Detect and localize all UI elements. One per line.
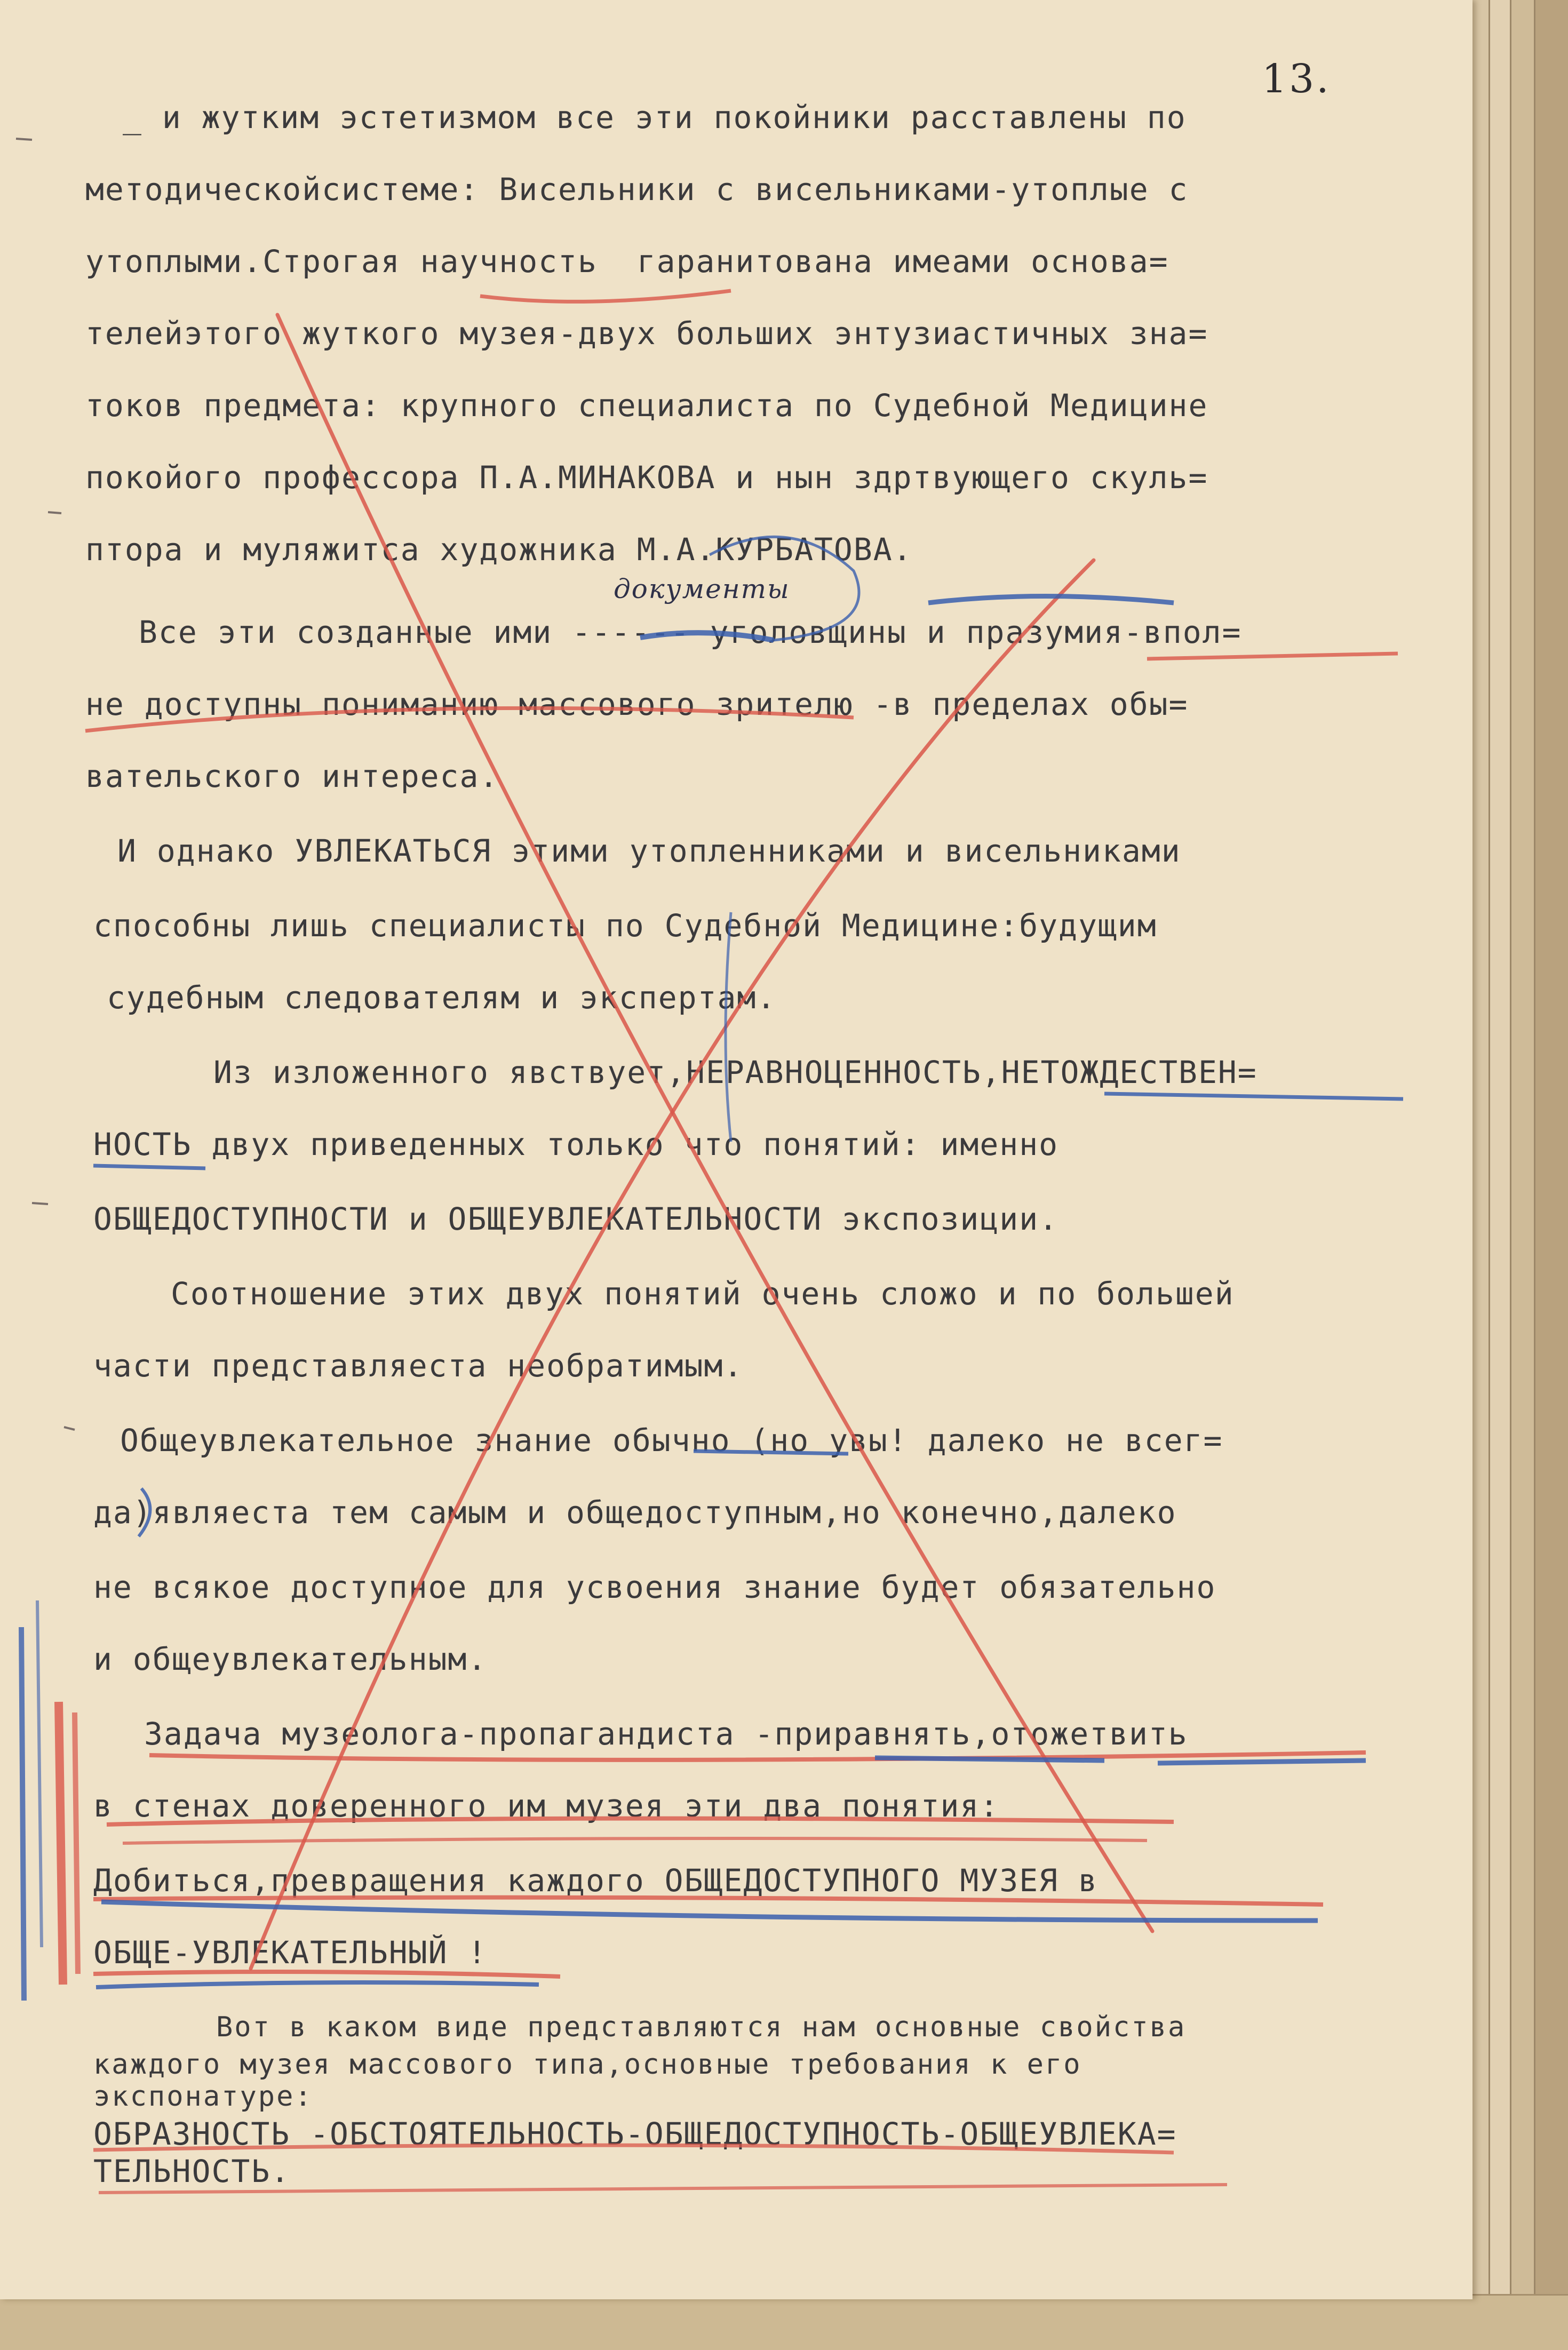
text-line: в стенах доверенного им музея эти два понятия:	[93, 1788, 1000, 1824]
text-line: ОБЩЕ-УВЛЕКАТЕЛЬНЫЙ !	[93, 1934, 488, 1971]
text-line: Соотношение этих двух понятий очень сложо и по большей	[171, 1276, 1235, 1312]
text-line: ОБРАЗНОСТЬ -ОБСТОЯТЕЛЬНОСТЬ-ОБЩЕДОСТУПНОСТЬ-ОБЩЕУВЛЕКА=	[93, 2116, 1177, 2152]
text-line: не доступны пониманию массового зрителю -в пределах обы=	[85, 686, 1189, 722]
text-line: покойого профессора П.А.МИНАКОВА и нын здртвующего скуль=	[85, 459, 1208, 496]
text-line: не всякое доступное для усвоения знание будет обязательно	[93, 1569, 1216, 1605]
blue-underline	[1104, 1094, 1403, 1099]
text-line: ОБЩЕДОСТУПНОСТИ и ОБЩЕУВЛЕКАТЕЛЬНОСТИ экспозиции.	[93, 1201, 1059, 1237]
text-line: способны лишь специалисты по Судебной Медицине:будущим	[93, 907, 1157, 944]
text-line: телейэтого жуткого музея-двух больших энтузиастичных зна=	[85, 315, 1208, 352]
text-line: Все эти созданные ими ------ уголовщины и празумия-впол=	[139, 614, 1242, 650]
page-number: 13.	[1262, 56, 1331, 102]
blue-underline	[101, 1902, 1318, 1921]
text-line: И однако УВЛЕКАТЬСЯ этими утопленниками и висельниками	[117, 833, 1181, 869]
margin-mark	[64, 1427, 75, 1430]
blue-underline	[875, 1758, 1104, 1760]
blue-underline	[1158, 1760, 1366, 1763]
text-line: Добиться,превращения каждого ОБЩЕДОСТУПНОГО МУЗЕЯ в	[93, 1862, 1098, 1899]
text-line: части представляеста необратимым.	[93, 1348, 744, 1384]
text-line: методическойсистеме: Висельники с висельниками-утоплые с	[85, 171, 1189, 208]
margin-mark	[32, 1203, 48, 1204]
text-line: Вот в каком виде представляются нам основные свойства	[216, 2011, 1187, 2043]
red-underline	[480, 291, 731, 301]
text-line: вательского интереса.	[85, 758, 499, 794]
page-stack-edge	[1534, 0, 1568, 2350]
text-line: ТЕЛЬНОСТЬ.	[93, 2153, 291, 2189]
red-underline	[93, 1972, 560, 1977]
blue-underline	[96, 1982, 539, 1987]
text-line: утоплыми.Строгая научность гаранитована имеами основа=	[85, 243, 1169, 280]
page-stack-bottom	[0, 2294, 1568, 2350]
red-margin-bar	[75, 1712, 78, 1974]
text-line: птора и муляжитса художника М.А.КУРБАТОВА.	[85, 531, 913, 568]
text-line: Задача музеолога-пропагандиста -приравнять,отожетвить	[144, 1716, 1188, 1752]
blue-strikethrough	[928, 596, 1174, 603]
margin-mark	[48, 512, 61, 513]
red-underline	[149, 1752, 1366, 1760]
text-line: _ и жутким эстетизмом все эти покойники расставлены по	[123, 99, 1187, 136]
blue-margin-bar	[37, 1600, 42, 1947]
text-line: да)являеста тем самым и общедоступным,но конечно,далеко	[93, 1494, 1177, 1531]
text-line: экспонатуре:	[93, 2081, 313, 2113]
text-line: Общеувлекательное знание обычно (но увы! далеко не всег=	[120, 1422, 1223, 1459]
text-line: НОСТЬ двух приведенных только что понятий: именно	[93, 1126, 1059, 1162]
red-margin-bar	[59, 1702, 63, 1985]
text-line: и общеувлекательным.	[93, 1641, 488, 1677]
red-underline	[123, 1838, 1147, 1843]
text-line: токов предмета: крупного специалиста по Судебной Медицине	[85, 387, 1208, 424]
blue-guide-line	[726, 912, 731, 1142]
text-line: каждого музея массового типа,основные требования к его	[93, 2049, 1082, 2081]
blue-margin-bar	[21, 1627, 24, 2001]
margin-mark	[16, 139, 32, 140]
red-underline	[1147, 654, 1398, 659]
text-line: судебным следователям и экспертам.	[107, 979, 777, 1016]
text-line: Из изложенного явствует,НЕРАВНОЦЕННОСТЬ,НЕТОЖДЕСТВЕН=	[213, 1054, 1257, 1090]
handwritten-insertion: документы	[614, 573, 790, 604]
blue-underline	[93, 1166, 205, 1168]
